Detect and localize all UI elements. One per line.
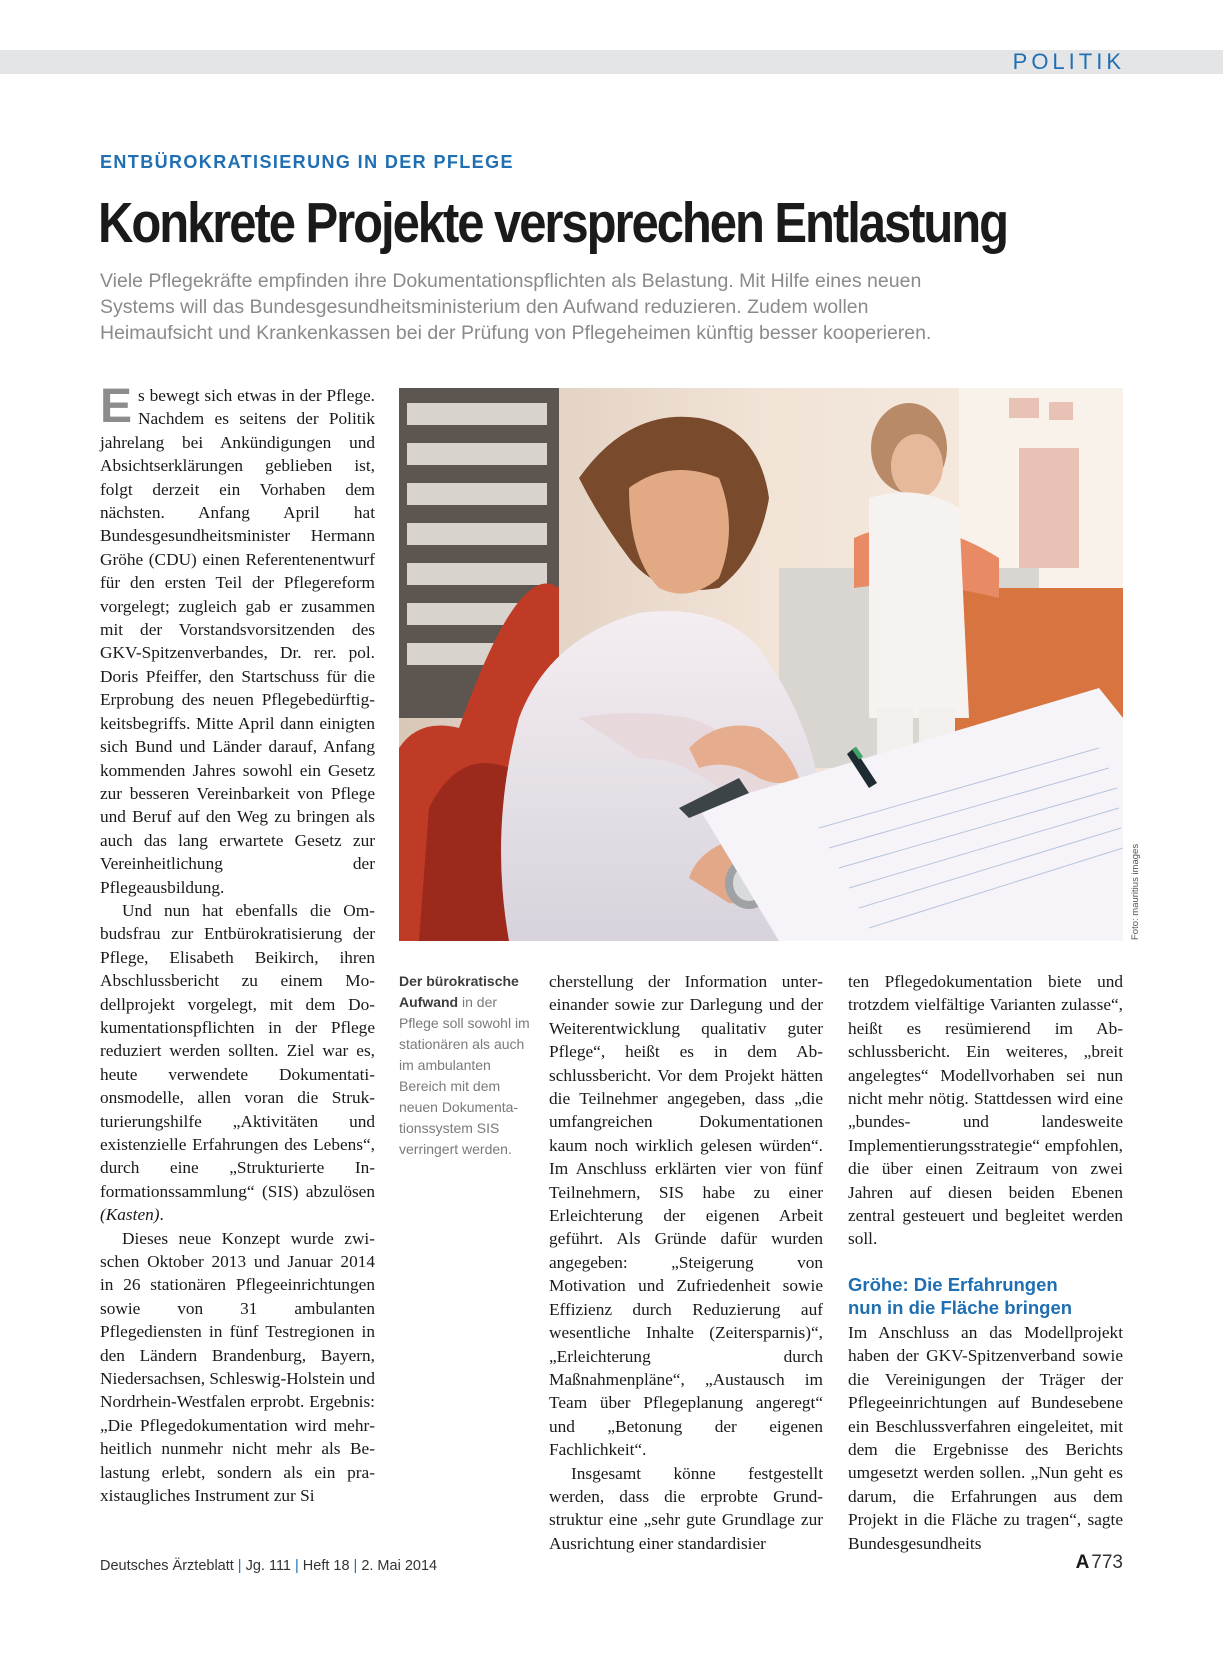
nurse-photo-illustration <box>399 388 1123 941</box>
article-column-2 <box>549 970 823 1555</box>
paragraph: Insgesamt könne festgestellt werden, dass die erprobte Grundstruktur eine „sehr gute Grundlage zur Ausrichtung einer standardisier <box>549 1463 823 1553</box>
section-label: POLITIK <box>1012 49 1125 74</box>
photo-caption <box>399 971 534 1160</box>
journal-volume: Jg. 111 <box>245 1558 291 1574</box>
subheading-line: nun in die Fläche bringen <box>848 1296 1073 1318</box>
footer-separator: | <box>237 1558 242 1574</box>
paragraph-text: Und nun hat ebenfalls die Ombudsfrau zur Entbürokratisierung der Pflege, Elisabeth Beikirch, ihren Abschlussbericht zu einem Modellprojekt vorgelegt, mit dem Dokumentationspflichten in der Pflege reduziert werden sollten. Ziel war es, heute verwendete Dokumentationsmodelle, allen voran die Strukturierungshilfe „Aktivitäten und existenzielle Erfahrungen des Lebens“, durch eine „Strukturierte Informationssammlung“ (SIS) abzulösen <box>100 900 375 1201</box>
article-lead <box>100 268 1130 346</box>
page-prefix: A <box>1075 1552 1090 1573</box>
page-number <box>1076 1552 1123 1574</box>
lead-line: Heimaufsicht und Krankenkassen bei der Prüfung von Pflegeheimen künftig besser kooperieren. <box>100 322 932 344</box>
page-footer <box>100 1558 437 1574</box>
kasten-reference: (Kasten) <box>100 1205 160 1225</box>
paragraph: Im Anschluss an das Modellprojekt haben der GKV-Spitzenverband sowie die Vereinigungen der Träger der Pflegeeinrichtungen auf Bundesebene ein Beschlussverfahren eingeleitet, mit dem die Ergebnisse des Berichts umgesetzt werden sollen. „Nun geht es darum, die Erfahrungen aus dem Projekt in die Fläche zu tragen“, sagte Bundesgesundheits <box>848 1322 1123 1553</box>
article-column-1 <box>100 380 375 1508</box>
paragraph <box>100 380 375 899</box>
page-number-value: 773 <box>1091 1552 1123 1573</box>
journal-date: 2. Mai 2014 <box>361 1558 438 1574</box>
article-column-3 <box>848 970 1123 1555</box>
lead-line: Systems will das Bundesgesundheitsministerium den Aufwand reduzieren. Zudem wollen <box>100 296 869 318</box>
paragraph: ten Pflegedokumentation biete und trotzdem vielfältige Varianten zulasse“, heißt es resümierend im Abschlussbericht. Ein weiteres, „breit angelegtes“ Modellvorhaben sei nun nicht mehr nötig. Stattdessen wird eine „bundes- und landesweite Implementierungsstrategie“ empfohlen, die über einen Zeitraum von zwei Jahren auf diesen beiden Ebenen zentral gesteuert und begleitet werden soll. <box>848 972 1123 1249</box>
footer-separator: | <box>353 1558 358 1574</box>
article-headline: Konkrete Projekte versprechen Entlastung <box>98 191 1008 255</box>
caption-bold: Der bürokratische Aufwand <box>399 973 519 1010</box>
caption-text: in der Pflege soll sowohl im stationären als auch im ambulanten Bereich mit dem neuen Dokumentationssystem SIS verringert werden. <box>399 994 530 1157</box>
footer-separator: | <box>295 1558 299 1574</box>
subheading-line: Gröhe: Die Erfahrungen <box>848 1273 1058 1295</box>
paragraph <box>100 899 375 1227</box>
paragraph: Dieses neue Konzept wurde zwischen Oktober 2013 und Januar 2014 in 26 stationären Pflegeeinrichtungen sowie von 31 ambulanten Pflegediensten in fünf Testregionen in den Ländern Brandenburg, Bayern, Niedersachsen, Schleswig-Holstein und Nordrhein-Westfalen erprobt. Ergebnis: „Die Pflegedokumentation wird mehrheitlich nunmehr nicht mehr als Belastung erlebt, sondern als ein praxistaugliches Instrument zur Si <box>100 1228 375 1506</box>
paragraph-text: . <box>159 1205 164 1225</box>
lead-line: Viele Pflegekräfte empfinden ihre Dokumentationspflichten als Belastung. Mit Hilfe eines neuen <box>100 270 922 292</box>
article-kicker: ENTBÜROKRATISIERUNG IN DER PFLEGE <box>100 152 514 172</box>
paragraph-text: s bewegt sich etwas in der Pflege. Nachdem es seitens der Politik jahrelang bei Ankündigungen und Absichtserklärungen geblieben ist, folgt derzeit ein Vorhaben dem nächsten. Anfang April hat Bundesgesundheitsminister Hermann Gröhe (CDU) einen Referentenentwurf für den ersten Teil der Pflegereform vorgelegt; zugleich gab er zusammen mit der Vorstandsvorsitzenden des GKV-Spitzenverbandes, Dr. rer. pol. Doris Pfeiffer, den Startschuss für die Erprobung des neuen Pflegebedürftigkeitsbegriffs. Mitte April dann einigten sich Bund und Länder darauf, Anfang kommenden Jahres sowohl ein Gesetz zur besseren Vereinbarkeit von Pflege und Beruf auf den Weg zu bringen als auch das lang erwartete Gesetz zur Vereinheitlichung der Pflegeausbildung. <box>100 386 375 897</box>
subheading <box>848 1273 1123 1319</box>
journal-issue: Heft 18 <box>302 1558 350 1574</box>
paragraph: cherstellung der Information untereinander sowie zur Darlegung und der Weiterentwicklung qualitativ guter Pflege“, heißt es in dem Abschlussbericht. Vor dem Projekt hätten die Teilnehmer angegeben, dass „die umfangreichen Dokumentationen kaum noch wirklich gelesen würden“. Im Anschluss erklärten vier von fünf Teilnehmern, SIS habe zu einer Erleichterung der eigenen Arbeit geführt. Als Gründe dafür wurden angegeben: „Steigerung von Motivation und Zufriedenheit sowie Effizienz durch Reduzierung auf wesentliche Inhalte (Zeitersparnis)“, „Erleichterung durch Maßnahmenpläne“, „Austausch im Team über Pflegeplanung angeregt“ und „Betonung der eigenen Fachlichkeit“. <box>549 972 823 1460</box>
article-photo <box>399 388 1123 941</box>
drop-cap: E <box>100 380 133 433</box>
journal-name: Deutsches Ärzteblatt <box>100 1558 234 1574</box>
photo-credit: Foto: mauritius images <box>1130 843 1141 940</box>
